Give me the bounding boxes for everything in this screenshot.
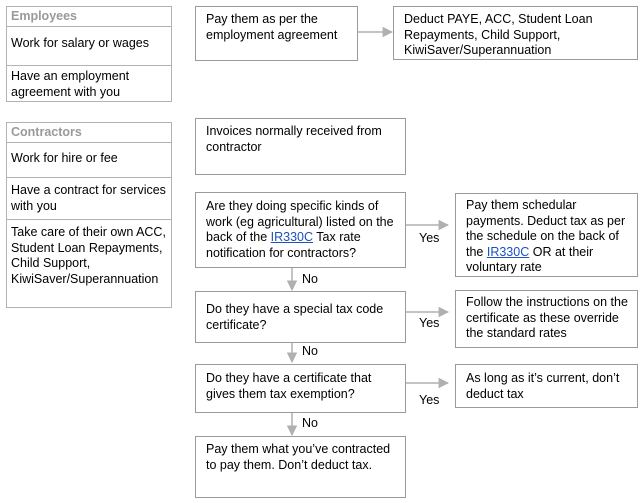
deduct-paye-box: Deduct PAYE, ACC, Student Loan Repayments, Child Support, KiwiSaver/Superannuation bbox=[393, 6, 638, 60]
ir330c-link[interactable]: IR330C bbox=[270, 230, 314, 244]
contractors-row-contract: Have a contract for services with you bbox=[7, 178, 171, 220]
contractors-row-own-care: Take care of their own ACC, Student Loan Repayments, Child Support, KiwiSaver/Superannuation bbox=[11, 225, 166, 286]
employees-row-agreement: Have an employment agreement with you bbox=[11, 69, 130, 99]
employees-row-salary: Work for salary or wages bbox=[7, 27, 171, 66]
schedular-payments-text: Pay them schedular payments. Deduct tax as per the schedule on the back of the bbox=[466, 198, 626, 259]
employees-heading: Employees bbox=[7, 7, 171, 27]
no-label-1: No bbox=[302, 272, 318, 286]
ir330c-link-schedular[interactable]: IR330C bbox=[486, 244, 530, 259]
yes-label-3: Yes bbox=[419, 393, 440, 407]
contractors-row-hire: Work for hire or fee bbox=[7, 143, 171, 178]
employees-panel bbox=[6, 6, 172, 102]
question-specific-work-box bbox=[195, 192, 406, 268]
contractors-panel bbox=[6, 122, 172, 308]
question-exemption-box: Do they have a certificate that gives them tax exemption? bbox=[195, 364, 406, 413]
yes-label-2: Yes bbox=[419, 316, 440, 330]
contractors-heading: Contractors bbox=[7, 123, 171, 143]
final-pay-box: Pay them what you’ve contracted to pay them. Don’t deduct tax. bbox=[195, 436, 406, 498]
yes-label-1: Yes bbox=[419, 231, 440, 245]
pay-agreement-box: Pay them as per the employment agreement bbox=[195, 6, 358, 61]
question-special-tax-code-box: Do they have a special tax code certificate? bbox=[195, 291, 406, 343]
current-no-deduct-box: As long as it’s current, don’t deduct tax bbox=[455, 364, 638, 408]
no-label-2: No bbox=[302, 344, 318, 358]
schedular-payments-text-end: OR at their voluntary rate bbox=[466, 244, 594, 274]
invoices-box: Invoices normally received from contractor bbox=[195, 118, 406, 175]
schedular-payments-box bbox=[455, 193, 638, 277]
follow-instructions-box: Follow the instructions on the certificate as these override the standard rates bbox=[455, 290, 638, 348]
question-specific-work-text: Are they doing specific kinds of work (eg agricultural) listed on the back of the bbox=[206, 199, 394, 244]
question-specific-work-text-end: Tax rate notification for contractors? bbox=[206, 230, 361, 260]
no-label-3: No bbox=[302, 416, 318, 430]
